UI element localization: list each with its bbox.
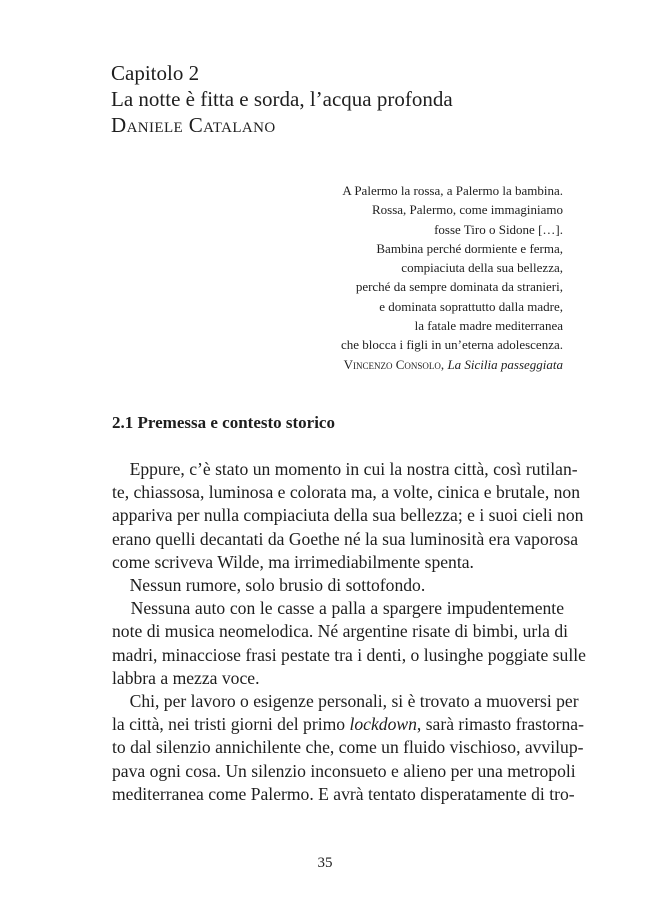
section-heading: 2.1 Premessa e contesto storico — [112, 413, 335, 432]
body-line: to dal silenzio annichilente che, come un fluido vischioso, avvilup- — [112, 737, 584, 758]
epigraph-attribution — [143, 355, 563, 374]
body-line — [112, 713, 584, 736]
body-line: pava ogni cosa. Un silenzio inconsueto e alieno per una metropoli — [112, 760, 576, 781]
epigraph-line: fosse Tiro o Sidone […]. — [434, 221, 563, 237]
epigraph — [143, 181, 563, 374]
body-line-text: la città, nei tristi giorni del primo — [112, 714, 350, 735]
epigraph-line: perché da sempre dominata da stranieri, — [355, 279, 563, 295]
chapter-title: La notte è fitta e sorda, l’acqua profonda — [111, 87, 453, 111]
body-line — [112, 574, 564, 597]
epigraph-attribution-work: La Sicilia passeggiata — [447, 356, 563, 372]
chapter-header — [111, 60, 453, 138]
body-line-text: Chi, per lavoro o esigenze personali, si è trovato a muoversi per — [129, 691, 579, 712]
body-line: te, chiassosa, luminosa e colorata ma, a volte, cinica e brutale, non — [112, 482, 581, 503]
epigraph-line: e dominata soprattutto dalla madre, — [379, 298, 563, 314]
epigraph-line: compiaciuta della sua bellezza, — [401, 260, 563, 276]
body-line-text: Nessuna auto con le casse a palla a spargere impudentemente — [130, 598, 565, 619]
chapter-author: Daniele Catalano — [111, 113, 276, 137]
body-line: labbra a mezza voce. — [112, 667, 260, 688]
body-line: erano quelli decantati da Goethe né la sua luminosità era vaporosa — [112, 528, 579, 549]
body-line-text: , sarà rimasto frastorna- — [416, 714, 584, 735]
epigraph-line: A Palermo la rossa, a Palermo la bambina. — [342, 183, 563, 198]
epigraph-line: Bambina perché dormiente e ferma, — [376, 240, 563, 256]
body-line: come scriveva Wilde, ma irrimediabilmente spenta. — [112, 551, 474, 572]
epigraph-attribution-author: Vincenzo Consolo, — [343, 356, 445, 372]
chapter-label: Capitolo 2 — [111, 61, 200, 85]
body-line — [112, 597, 564, 620]
body-line: note di musica neomelodica. Né argentine risate di bimbi, urla di — [112, 621, 569, 642]
body-italic-term: lockdown — [349, 714, 417, 735]
body-line — [112, 690, 579, 713]
body-line-text: Nessun rumore, solo brusio di sottofondo. — [129, 575, 426, 596]
body-line: mediterranea come Palermo. E avrà tentato disperatamente di tro- — [112, 783, 575, 804]
epigraph-line: Rossa, Palermo, come immaginiamo — [372, 202, 563, 218]
page-number: 35 — [317, 855, 333, 871]
epigraph-line: che blocca i figli in un’eterna adolescenza. — [341, 337, 563, 353]
body-line — [112, 458, 578, 481]
body-line: appariva per nulla compiaciuta della sua bellezza; e i suoi cieli non — [112, 505, 584, 526]
body-line-text: Eppure, c’è stato un momento in cui la nostra città, così rutilan- — [129, 459, 578, 479]
body-line: madri, minacciose frasi pestate tra i denti, o lusinghe poggiate sulle — [112, 644, 586, 665]
body-text — [112, 458, 586, 806]
epigraph-line: la fatale madre mediterranea — [414, 318, 563, 334]
